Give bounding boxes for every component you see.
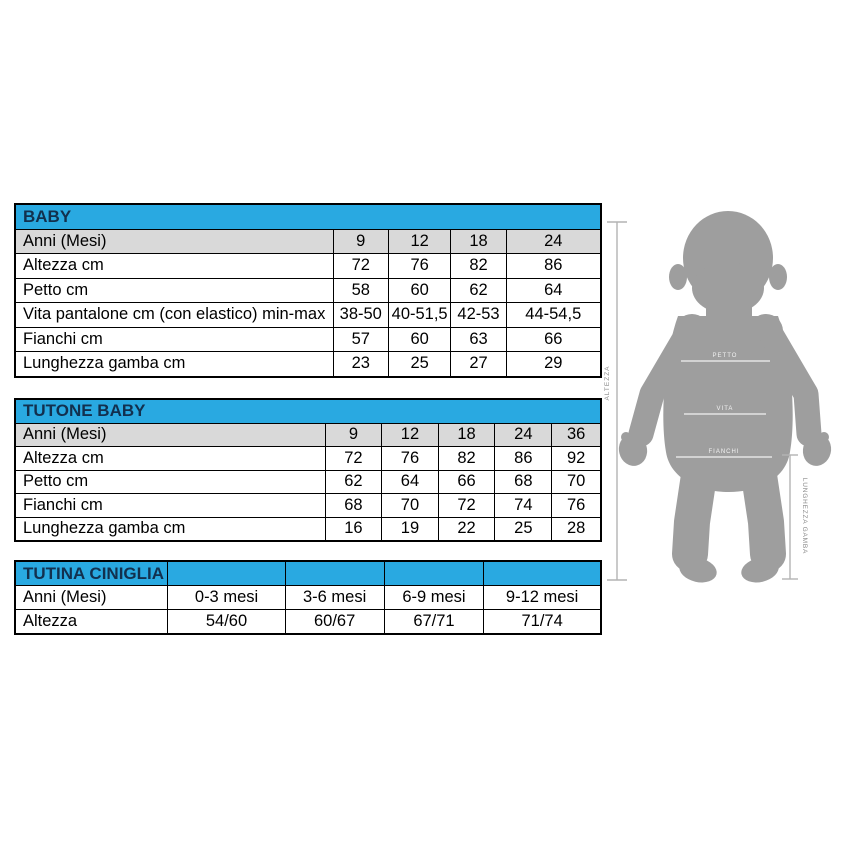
right-ear — [769, 264, 787, 290]
measure-value-cell: 72 — [325, 447, 382, 471]
baby-table — [14, 203, 602, 378]
table-row — [15, 303, 601, 328]
measure-value-cell: 72 — [438, 494, 495, 518]
measure-value-cell: 16 — [325, 517, 382, 541]
measure-value-cell: 54/60 — [168, 610, 285, 635]
measure-value-cell: 25 — [495, 517, 552, 541]
size-header-cell: 0-3 mesi — [168, 586, 285, 610]
measure-value-cell: 70 — [552, 470, 601, 494]
measure-label-cell: Fianchi cm — [15, 327, 333, 352]
tutina-ciniglia-table — [14, 560, 602, 635]
table-title-cell: TUTONE BABY — [15, 399, 601, 423]
table-row — [15, 610, 601, 635]
measure-value-cell: 22 — [438, 517, 495, 541]
size-header-cell: 12 — [382, 423, 438, 447]
age-header-cell: Anni (Mesi) — [15, 229, 333, 254]
table-title-row — [15, 561, 601, 586]
size-header-cell: 24 — [495, 423, 552, 447]
table-row — [15, 447, 601, 471]
measure-value-cell: 67/71 — [384, 610, 484, 635]
measure-label-cell: Lunghezza gamba cm — [15, 517, 325, 541]
measure-value-cell: 82 — [438, 447, 495, 471]
measure-value-cell: 68 — [495, 470, 552, 494]
age-header-cell: Anni (Mesi) — [15, 423, 325, 447]
size-header-cell: 36 — [552, 423, 601, 447]
table-row — [15, 254, 601, 279]
measure-value-cell: 25 — [388, 352, 451, 377]
table-title-row — [15, 399, 601, 423]
table-row — [15, 352, 601, 377]
measure-value-cell: 62 — [325, 470, 382, 494]
left-ear — [669, 264, 687, 290]
table-title-cell: BABY — [15, 204, 601, 229]
tutone-baby-table — [14, 398, 602, 542]
age-header-cell: Anni (Mesi) — [15, 586, 168, 610]
size-header-cell: 6-9 mesi — [384, 586, 484, 610]
table-title-empty-cell — [484, 561, 601, 586]
measure-label-cell: Altezza cm — [15, 254, 333, 279]
fianchi-label: FIANCHI — [708, 449, 740, 455]
table-title-row — [15, 204, 601, 229]
measure-value-cell: 74 — [495, 494, 552, 518]
table-title-empty-cell — [285, 561, 384, 586]
measure-value-cell: 66 — [438, 470, 495, 494]
measure-value-cell: 60/67 — [285, 610, 384, 635]
baby-size-table — [14, 203, 602, 378]
measure-value-cell: 23 — [333, 352, 388, 377]
tutone-baby-size-table — [14, 398, 602, 542]
measure-value-cell: 60 — [388, 278, 451, 303]
measure-value-cell: 70 — [382, 494, 438, 518]
measure-label-cell: Altezza cm — [15, 447, 325, 471]
measure-value-cell: 76 — [552, 494, 601, 518]
size-header-cell: 18 — [451, 229, 506, 254]
measure-value-cell: 28 — [552, 517, 601, 541]
table-row — [15, 517, 601, 541]
measure-label-cell: Petto cm — [15, 470, 325, 494]
lunghezza-gamba-label: LUNGHEZZA GAMBA — [801, 477, 808, 555]
baby-measurement-figure — [595, 195, 845, 600]
petto-label: PETTO — [712, 353, 738, 359]
measure-value-cell: 86 — [495, 447, 552, 471]
size-header-cell: 9 — [325, 423, 382, 447]
table-row — [15, 494, 601, 518]
table-title-empty-cell — [384, 561, 484, 586]
measure-value-cell: 82 — [451, 254, 506, 279]
table-row — [15, 470, 601, 494]
table-row — [15, 423, 601, 447]
measure-value-cell: 68 — [325, 494, 382, 518]
measure-value-cell: 86 — [506, 254, 601, 279]
measure-value-cell: 63 — [451, 327, 506, 352]
measure-value-cell: 66 — [506, 327, 601, 352]
measure-value-cell: 62 — [451, 278, 506, 303]
table-row — [15, 229, 601, 254]
measure-value-cell: 64 — [506, 278, 601, 303]
measure-value-cell: 64 — [382, 470, 438, 494]
table-title-empty-cell — [168, 561, 285, 586]
measure-value-cell: 76 — [388, 254, 451, 279]
measure-value-cell: 27 — [451, 352, 506, 377]
measure-label-cell: Petto cm — [15, 278, 333, 303]
measure-value-cell: 76 — [382, 447, 438, 471]
altezza-label: ALTEZZA — [604, 365, 611, 401]
measure-value-cell: 58 — [333, 278, 388, 303]
measure-value-cell: 29 — [506, 352, 601, 377]
measure-value-cell: 92 — [552, 447, 601, 471]
table-row — [15, 278, 601, 303]
measure-label-cell: Fianchi cm — [15, 494, 325, 518]
tutina-ciniglia-size-table — [14, 560, 602, 635]
table-row — [15, 327, 601, 352]
measure-label-cell: Lunghezza gamba cm — [15, 352, 333, 377]
baby-figure-svg — [595, 195, 845, 600]
measure-value-cell: 42-53 — [451, 303, 506, 328]
measure-value-cell: 57 — [333, 327, 388, 352]
size-header-cell: 12 — [388, 229, 451, 254]
table-row — [15, 586, 601, 610]
size-header-cell: 9 — [333, 229, 388, 254]
measure-value-cell: 44-54,5 — [506, 303, 601, 328]
size-header-cell: 9-12 mesi — [484, 586, 601, 610]
measure-value-cell: 71/74 — [484, 610, 601, 635]
measure-label-cell: Altezza — [15, 610, 168, 635]
measure-value-cell: 40-51,5 — [388, 303, 451, 328]
table-title-cell: TUTINA CINIGLIA — [15, 561, 168, 586]
measure-value-cell: 60 — [388, 327, 451, 352]
size-header-cell: 3-6 mesi — [285, 586, 384, 610]
measure-label-cell: Vita pantalone cm (con elastico) min-max — [15, 303, 333, 328]
measure-value-cell: 72 — [333, 254, 388, 279]
vita-label: VITA — [716, 406, 734, 412]
measure-value-cell: 38-50 — [333, 303, 388, 328]
size-header-cell: 24 — [506, 229, 601, 254]
size-header-cell: 18 — [438, 423, 495, 447]
measure-value-cell: 19 — [382, 517, 438, 541]
